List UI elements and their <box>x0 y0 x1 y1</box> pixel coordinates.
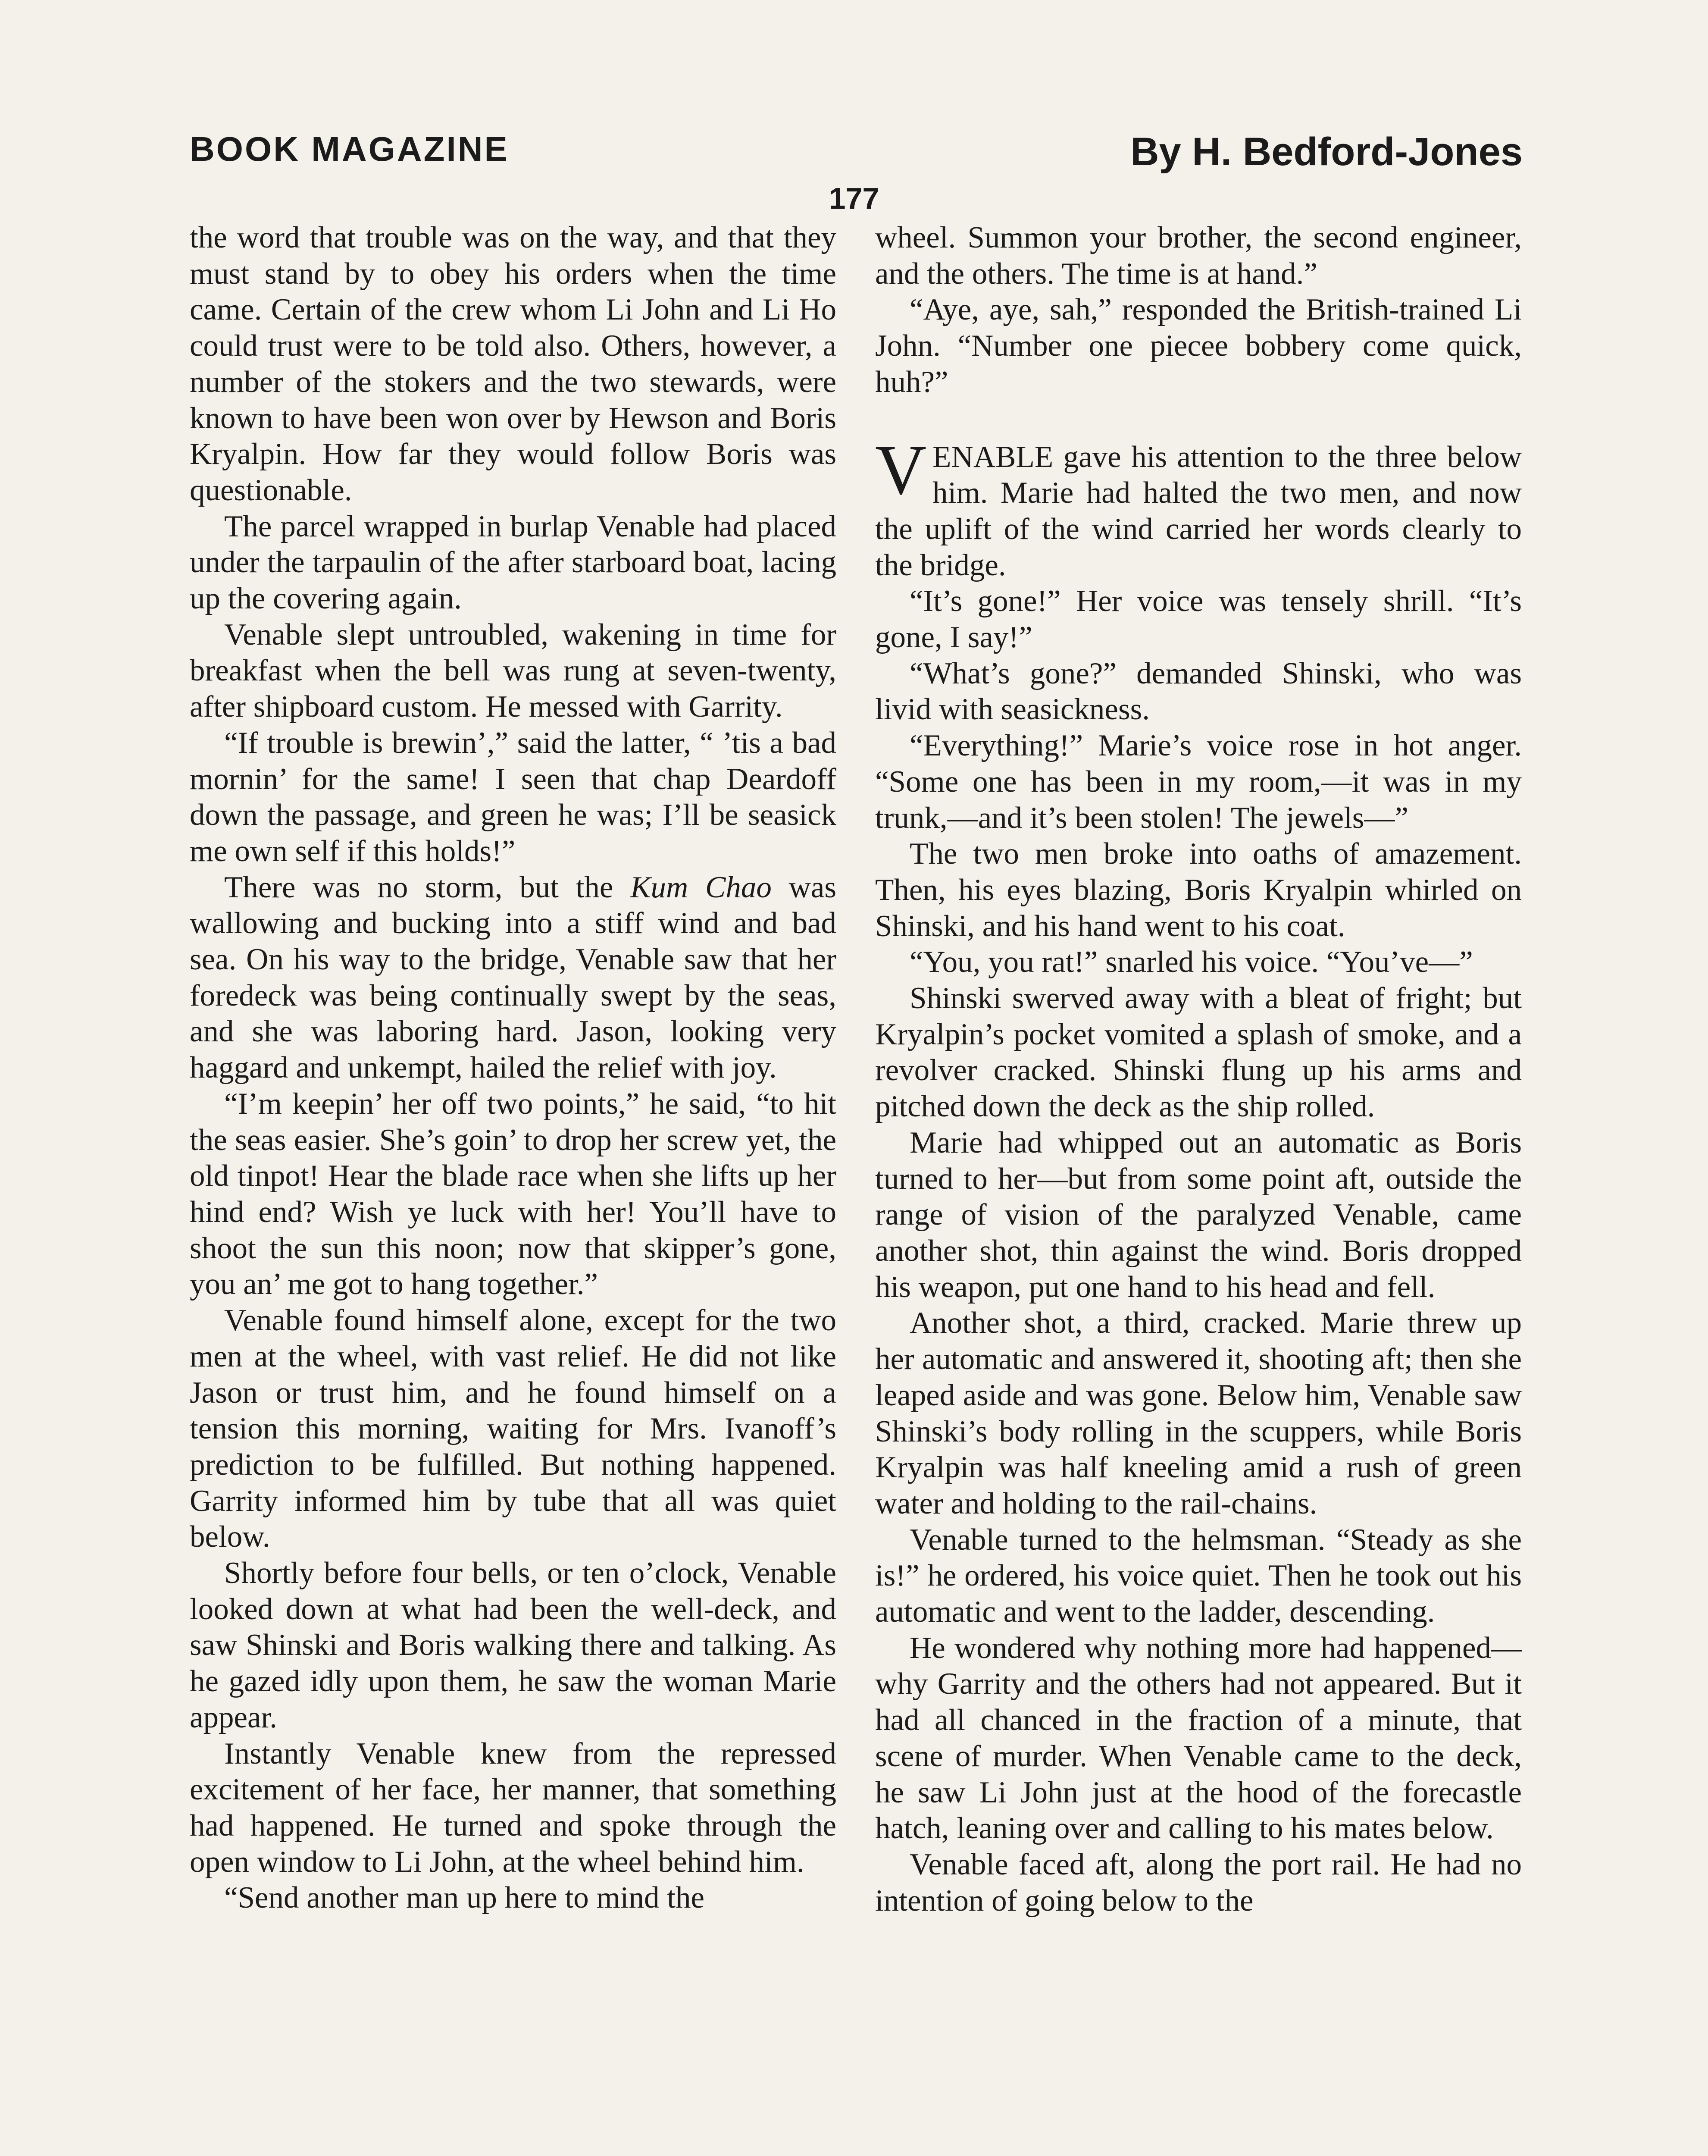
section-opening-paragraph <box>875 430 1522 584</box>
paragraph: Venable slept untroubled, wakening in time for breakfast when the bell was rung at seven-twenty, after shipboard custom. He messed with Garrity. <box>190 617 836 724</box>
paragraph <box>190 870 836 1086</box>
paragraph-text: gave his attention to the three below him. Marie had halted the two men, and now the uplift of the wind carried her words clearly to the bridge. <box>875 440 1522 582</box>
magazine-title: BOOK MAGAZINE <box>190 130 509 168</box>
paragraph: Instantly Venable knew from the repressed excitement of her face, her manner, that something had happened. He turned and spoke through the open window to Li John, at the wheel behind him. <box>190 1736 836 1879</box>
left-column <box>190 220 836 1916</box>
paragraph: Another shot, a third, cracked. Marie threw up her automatic and answered it, shooting aft; then she leaped aside and was gone. Below him, Venable saw Shinski’s body rolling in the scuppers, while Boris Kryalpin was half kneeling amid a rush of green water and holding to the rail-chains. <box>875 1306 1522 1520</box>
author-byline: By H. Bedford-Jones <box>1130 130 1523 174</box>
paragraph: the word that trouble was on the way, and that they must stand by to obey his orders when the time came. Certain of the crew whom Li John and Li Ho could trust were to be told also. Others, however, a number of the stokers and the two stewards, were known to have been won over by Hewson and Boris Kryalpin. How far they would follow Boris was questionable. <box>190 221 836 507</box>
paragraph: “Everything!” Marie’s voice rose in hot anger. “Some one has been in my room,—it was in my trunk,—and it’s been stolen! The jewels—” <box>875 729 1522 835</box>
paragraph: The two men broke into oaths of amazement. Then, his eyes blazing, Boris Kryalpin whirled on Shinski, and his hand went to his coat. <box>875 837 1522 943</box>
paragraph: Venable found himself alone, except for the two men at the wheel, with vast relief. He did not like Jason or trust him, and he found himself on a tension this morning, waiting for Mrs. Ivanoff’s prediction to be fulfilled. But nothing happened. Garrity informed him by tube that all was quiet below. <box>190 1304 836 1554</box>
paragraph: “What’s gone?” demanded Shinski, who was livid with seasickness. <box>875 656 1522 727</box>
drop-cap: V <box>875 430 927 509</box>
ship-name: Kum Chao <box>630 870 772 904</box>
paragraph: “Send another man up here to mind the <box>224 1881 704 1915</box>
paragraph: Shinski swerved away with a bleat of fright; but Kryalpin’s pocket vomited a splash of smoke, and a revolver cracked. Shinski flung up his arms and pitched down the deck as the ship rolled. <box>875 981 1522 1124</box>
paragraph: The parcel wrapped in burlap Venable had placed under the tarpaulin of the after starboard boat, lacing up the covering again. <box>190 509 836 616</box>
paragraph: “If trouble is brewin’,” said the latter, “ ’tis a bad mornin’ for the same! I seen that chap Deardoff down the passage, and green he was; I’ll be seasick me own self if this holds!” <box>190 726 836 868</box>
paragraph: “You, you rat!” snarled his voice. “You’ve—” <box>910 945 1473 979</box>
paragraph-text: There was no storm, but the <box>224 870 631 904</box>
paragraph-text: was wallowing and bucking into a stiff wind and bad sea. On his way to the bridge, Venable saw that her foredeck was being continually swept by the seas, and she was laboring hard. Jason, looking very haggard and unkempt, hailed the relief with joy. <box>190 870 836 1085</box>
paragraph: “It’s gone!” Her voice was tensely shrill. “It’s gone, I say!” <box>875 584 1522 655</box>
paragraph: “Aye, aye, sah,” responded the British-trained Li John. “Number one piecee bobbery come quick, huh?” <box>875 293 1522 399</box>
paragraph: Venable faced aft, along the port rail. He had no intention of going below to the <box>875 1847 1522 1918</box>
paragraph: “I’m keepin’ her off two points,” he said, “to hit the seas easier. She’s goin’ to drop her screw yet, the old tinpot! Hear the blade race when she lifts up her hind end? Wish ye luck with her! You’ll have to shoot the sun this noon; now that skipper’s gone, you an’ me got to hang together.” <box>190 1087 836 1301</box>
paragraph: wheel. Summon your brother, the second engineer, and the others. The time is at hand.” <box>875 221 1522 291</box>
small-caps-word: ENABLE <box>932 440 1054 474</box>
paragraph: Marie had whipped out an automatic as Boris turned to her—but from some point aft, outside the range of vision of the paralyzed Venable, came another shot, thin against the wind. Boris dropped his weapon, put one hand to his head and fell. <box>875 1125 1522 1304</box>
paragraph: Shortly before four bells, or ten o’clock, Venable looked down at what had been the well-deck, and saw Shinski and Boris walking there and talking. As he gazed idly upon them, he saw the woman Marie appear. <box>190 1556 836 1734</box>
paragraph: Venable turned to the helmsman. “Steady as she is!” he ordered, his voice quiet. Then he took out his automatic and went to the ladder, descending. <box>875 1523 1522 1629</box>
right-column <box>875 220 1522 1919</box>
paragraph: He wondered why nothing more had happened—why Garrity and the others had not appeared. But it had all chanced in the fraction of a minute, that scene of murder. When Venable came to the deck, he saw Li John just at the hood of the forecastle hatch, leaning over and calling to his mates below. <box>875 1631 1522 1846</box>
page-number: 177 <box>829 182 879 215</box>
